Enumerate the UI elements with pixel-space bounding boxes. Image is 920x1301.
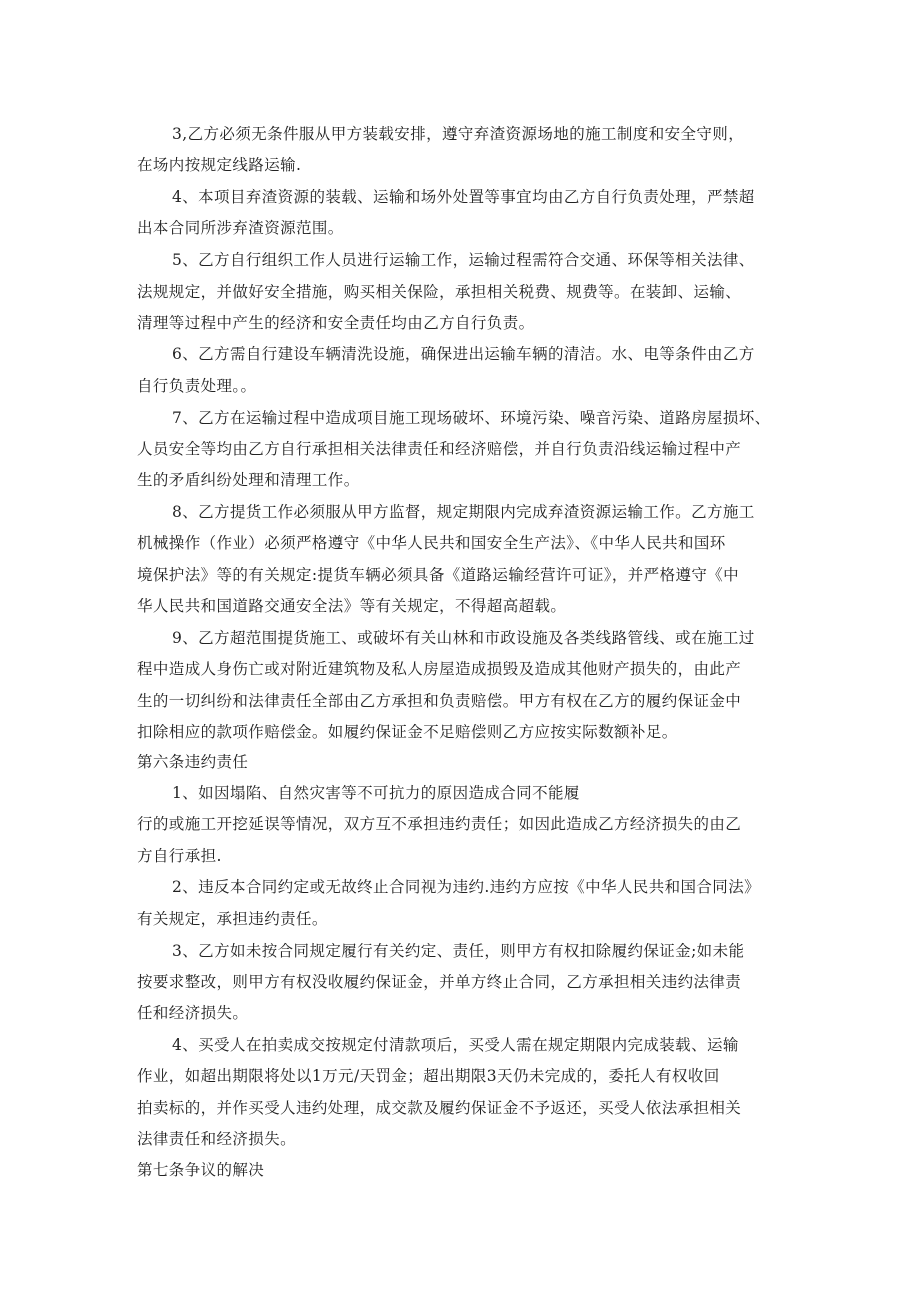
text-line: 程中造成人身伤亡或对附近建筑物及私人房屋造成损毁及造成其他财产损失的，由此产 (137, 660, 742, 678)
text-line: 自行负责处理。。 (137, 377, 257, 395)
text-line: 生的一切纠纷和法律责任全部由乙方承担和负责赔偿。甲方有权在乙方的履约保证金中 (137, 692, 742, 710)
text-line: 法规规定，并做好安全措施，购买相关保险，承担相关税费、规费等。在装卸、运输、 (137, 283, 742, 301)
text-line: 4、买受人在拍卖成交按规定付清款项后，买受人需在规定期限内完成装载、运输 (172, 1036, 739, 1054)
text-line: 8、乙方提货工作必须服从甲方监督，规定期限内完成弃渣资源运输工作。乙方施工 (172, 503, 755, 521)
text-line: 扣除相应的款项作赔偿金。如履约保证金不足赔偿则乙方应按实际数额补足。 (137, 723, 678, 741)
text-line: 境保护法》等的有关规定:提货车辆必须具备《道路运输经营许可证》，并严格遵守《中 (137, 566, 740, 584)
text-line: 人员安全等均由乙方自行承担相关法律责任和经济赔偿，并自行负责沿线运输过程中产 (137, 440, 742, 458)
section-heading: 第六条违约责任 (137, 753, 249, 771)
text-line: 9、乙方超范围提货施工、或破坏有关山林和市政设施及各类线路管线、或在施工过 (172, 629, 755, 647)
text-line: 在场内按规定线路运输. (137, 156, 302, 174)
text-line: 行的或施工开挖延误等情况，双方互不承担违约责任；如因此造成乙方经济损失的由乙 (137, 815, 742, 833)
text-line: 3、乙方如未按合同规定履行有关约定、责任，则甲方有权扣除履约保证金;如未能 (172, 942, 745, 960)
text-line: 生的矛盾纠纷处理和清理工作。 (137, 471, 360, 489)
text-line: 6、乙方需自行建设车辆清洗设施，确保进出运输车辆的清洁。水、电等条件由乙方 (172, 345, 755, 363)
text-line: 华人民共和国道路交通安全法》等有关规定，不得超高超载。 (137, 597, 567, 615)
text-line: 1、如因塌陷、自然灾害等不可抗力的原因造成合同不能履 (172, 784, 580, 802)
text-line: 2、违反本合同约定或无故终止合同视为违约.违约方应按《中华人民共和国合同法》 (172, 878, 760, 896)
text-line: 拍卖标的，并作买受人违约处理，成交款及履约保证金不予返还，买受人依法承担相关 (137, 1099, 742, 1117)
text-line: 4、本项目弃渣资源的装载、运输和场外处置等事宜均由乙方自行负责处理，严禁超 (172, 188, 755, 206)
text-line: 作业，如超出期限将处以1万元/天罚金；超出期限3天仍未完成的，委托人有权收回 (137, 1067, 720, 1085)
text-line: 机械操作（作业）必须严格遵守《中华人民共和国安全生产法》、《中华人民共和国环 (137, 534, 726, 552)
text-line: 3,乙方必须无条件服从甲方装载安排，遵守弃渣资源场地的施工制度和安全守则， (172, 125, 745, 143)
text-line: 清理等过程中产生的经济和安全责任均由乙方自行负责。 (137, 314, 535, 332)
text-line: 出本合同所涉弃渣资源范围。 (137, 219, 344, 237)
text-line: 法律责任和经济损失。 (137, 1130, 297, 1148)
text-line: 5、乙方自行组织工作人员进行运输工作，运输过程需符合交通、环保等相关法律、 (172, 251, 755, 269)
text-line: 任和经济损失。 (137, 1004, 249, 1022)
text-line: 按要求整改，则甲方有权没收履约保证金，并单方终止合同，乙方承担相关违约法律责 (137, 973, 742, 991)
text-line: 有关规定，承担违约责任。 (137, 910, 328, 928)
text-line: 方自行承担. (137, 847, 222, 865)
text-line: 7、乙方在运输过程中造成项目施工现场破坏、环境污染、噪音污染、道路房屋损坏、 (172, 409, 771, 427)
section-heading: 第七条争议的解决 (137, 1161, 265, 1179)
